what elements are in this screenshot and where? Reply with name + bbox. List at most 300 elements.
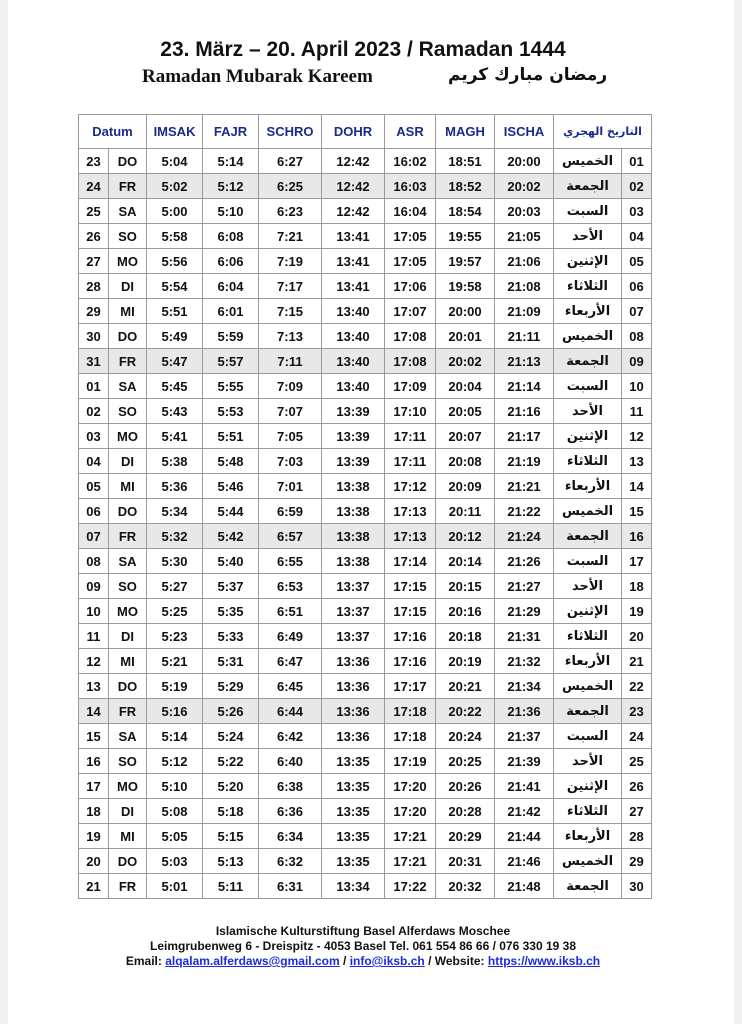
asr-time: 17:05: [385, 249, 436, 274]
weekday-arabic: السبت: [554, 374, 622, 399]
asr-time: 17:14: [385, 549, 436, 574]
ischa-time: 21:06: [495, 249, 554, 274]
ischa-time: 21:29: [495, 599, 554, 624]
imsak-time: 5:10: [147, 774, 203, 799]
dohr-time: 13:36: [322, 649, 385, 674]
table-row: [79, 524, 652, 549]
weekday-arabic: الأحد: [554, 749, 622, 774]
footer-organization: Islamische Kulturstiftung Basel Alferdaws Moschee: [215, 924, 511, 938]
hijri-day: 14: [622, 474, 652, 499]
day-number: 25: [79, 199, 109, 224]
day-number: 24: [79, 174, 109, 199]
weekday-arabic: الخميس: [554, 149, 622, 174]
asr-time: 17:10: [385, 399, 436, 424]
magh-time: 20:05: [436, 399, 495, 424]
asr-time: 16:02: [385, 149, 436, 174]
col-header-magh: MAGH: [436, 115, 495, 149]
ischa-time: 21:11: [495, 324, 554, 349]
asr-time: 17:21: [385, 849, 436, 874]
weekday-arabic: السبت: [554, 199, 622, 224]
asr-time: 17:07: [385, 299, 436, 324]
weekday: DI: [109, 799, 147, 824]
weekday-arabic: السبت: [554, 724, 622, 749]
dohr-time: 13:41: [322, 224, 385, 249]
weekday: MO: [109, 249, 147, 274]
weekday: MI: [109, 474, 147, 499]
ischa-time: 21:05: [495, 224, 554, 249]
hijri-day: 18: [622, 574, 652, 599]
separator: /: [343, 954, 347, 968]
ischa-time: 21:42: [495, 799, 554, 824]
schro-time: 6:25: [259, 174, 322, 199]
ischa-time: 21:46: [495, 849, 554, 874]
dohr-time: 13:35: [322, 774, 385, 799]
weekday: DO: [109, 849, 147, 874]
magh-time: 20:00: [436, 299, 495, 324]
weekday-arabic: الثلاثاء: [554, 449, 622, 474]
col-header-datum: Datum: [79, 115, 147, 149]
hijri-day: 19: [622, 599, 652, 624]
day-number: 30: [79, 324, 109, 349]
asr-time: 17:09: [385, 374, 436, 399]
table-body: [79, 149, 652, 899]
hijri-day: 01: [622, 149, 652, 174]
fajr-time: 5:53: [203, 399, 259, 424]
table-row: [79, 149, 652, 174]
dohr-time: 13:40: [322, 324, 385, 349]
weekday-arabic: الأحد: [554, 224, 622, 249]
day-number: 31: [79, 349, 109, 374]
hijri-day: 11: [622, 399, 652, 424]
fajr-time: 5:11: [203, 874, 259, 899]
weekday-arabic: الأحد: [554, 399, 622, 424]
asr-time: 17:06: [385, 274, 436, 299]
asr-time: 17:08: [385, 324, 436, 349]
table-row: [79, 224, 652, 249]
ischa-time: 21:13: [495, 349, 554, 374]
schro-time: 7:15: [259, 299, 322, 324]
table-row: [79, 549, 652, 574]
table-header-row: [79, 115, 652, 149]
fajr-time: 5:15: [203, 824, 259, 849]
hijri-day: 16: [622, 524, 652, 549]
day-number: 01: [79, 374, 109, 399]
table-row: [79, 424, 652, 449]
asr-time: 17:18: [385, 699, 436, 724]
website-link[interactable]: https://www.iksb.ch: [487, 954, 601, 968]
day-number: 07: [79, 524, 109, 549]
magh-time: 20:12: [436, 524, 495, 549]
dohr-time: 13:36: [322, 724, 385, 749]
hijri-day: 07: [622, 299, 652, 324]
day-number: 09: [79, 574, 109, 599]
dohr-time: 13:40: [322, 374, 385, 399]
table-row: [79, 474, 652, 499]
day-number: 12: [79, 649, 109, 674]
ischa-time: 21:44: [495, 824, 554, 849]
fajr-time: 5:51: [203, 424, 259, 449]
day-number: 05: [79, 474, 109, 499]
magh-time: 20:29: [436, 824, 495, 849]
imsak-time: 5:30: [147, 549, 203, 574]
magh-time: 20:04: [436, 374, 495, 399]
dohr-time: 13:40: [322, 349, 385, 374]
fajr-time: 5:59: [203, 324, 259, 349]
day-number: 10: [79, 599, 109, 624]
imsak-time: 5:34: [147, 499, 203, 524]
fajr-time: 5:20: [203, 774, 259, 799]
weekday-arabic: الثلاثاء: [554, 274, 622, 299]
ischa-time: 21:37: [495, 724, 554, 749]
magh-time: 20:26: [436, 774, 495, 799]
fajr-time: 5:18: [203, 799, 259, 824]
fajr-time: 5:24: [203, 724, 259, 749]
dohr-time: 13:41: [322, 274, 385, 299]
col-header-schro: SCHRO: [259, 115, 322, 149]
imsak-time: 5:00: [147, 199, 203, 224]
imsak-time: 5:14: [147, 724, 203, 749]
col-header-fajr: FAJR: [203, 115, 259, 149]
weekday: MO: [109, 424, 147, 449]
magh-time: 20:11: [436, 499, 495, 524]
weekday: FR: [109, 349, 147, 374]
day-number: 08: [79, 549, 109, 574]
hijri-day: 10: [622, 374, 652, 399]
magh-time: 19:58: [436, 274, 495, 299]
magh-time: 20:14: [436, 549, 495, 574]
imsak-time: 5:01: [147, 874, 203, 899]
imsak-time: 5:45: [147, 374, 203, 399]
prayer-times-table: [78, 114, 652, 899]
magh-time: 18:52: [436, 174, 495, 199]
footer-contact: [0, 954, 734, 968]
fajr-time: 5:12: [203, 174, 259, 199]
col-header-ischa: ISCHA: [495, 115, 554, 149]
schro-time: 7:21: [259, 224, 322, 249]
magh-time: 20:09: [436, 474, 495, 499]
day-number: 19: [79, 824, 109, 849]
fajr-time: 5:46: [203, 474, 259, 499]
magh-time: 20:02: [436, 349, 495, 374]
hijri-day: 22: [622, 674, 652, 699]
schro-time: 6:59: [259, 499, 322, 524]
asr-time: 16:03: [385, 174, 436, 199]
hijri-day: 05: [622, 249, 652, 274]
magh-time: 19:57: [436, 249, 495, 274]
schro-time: 6:40: [259, 749, 322, 774]
dohr-time: 13:35: [322, 799, 385, 824]
magh-time: 18:51: [436, 149, 495, 174]
fajr-time: 5:55: [203, 374, 259, 399]
email-link-alqalam[interactable]: alqalam.alferdaws@gmail.com: [165, 954, 340, 968]
fajr-time: 5:29: [203, 674, 259, 699]
weekday-arabic: الخميس: [554, 324, 622, 349]
weekday: SA: [109, 199, 147, 224]
magh-time: 20:21: [436, 674, 495, 699]
ischa-time: 21:24: [495, 524, 554, 549]
asr-time: 17:15: [385, 574, 436, 599]
day-number: 26: [79, 224, 109, 249]
table-row: [79, 374, 652, 399]
schro-time: 6:34: [259, 824, 322, 849]
dohr-time: 13:35: [322, 824, 385, 849]
dohr-time: 13:38: [322, 499, 385, 524]
ischa-time: 20:02: [495, 174, 554, 199]
fajr-time: 5:26: [203, 699, 259, 724]
schro-time: 7:05: [259, 424, 322, 449]
day-number: 06: [79, 499, 109, 524]
imsak-time: 5:03: [147, 849, 203, 874]
magh-time: 20:07: [436, 424, 495, 449]
imsak-time: 5:08: [147, 799, 203, 824]
dohr-time: 13:38: [322, 524, 385, 549]
imsak-time: 5:56: [147, 249, 203, 274]
weekday: DI: [109, 624, 147, 649]
hijri-day: 23: [622, 699, 652, 724]
table-row: [79, 324, 652, 349]
weekday: MI: [109, 649, 147, 674]
fajr-time: 5:44: [203, 499, 259, 524]
ischa-time: 21:19: [495, 449, 554, 474]
hijri-day: 24: [622, 724, 652, 749]
magh-time: 18:54: [436, 199, 495, 224]
fajr-time: 5:40: [203, 549, 259, 574]
table-row: [79, 574, 652, 599]
day-number: 23: [79, 149, 109, 174]
fajr-time: 6:04: [203, 274, 259, 299]
asr-time: 17:11: [385, 424, 436, 449]
weekday: DO: [109, 324, 147, 349]
schro-time: 6:47: [259, 649, 322, 674]
schro-time: 6:36: [259, 799, 322, 824]
asr-time: 17:22: [385, 874, 436, 899]
magh-time: 20:19: [436, 649, 495, 674]
imsak-time: 5:12: [147, 749, 203, 774]
day-number: 04: [79, 449, 109, 474]
schro-time: 7:13: [259, 324, 322, 349]
magh-time: 20:28: [436, 799, 495, 824]
weekday-arabic: الإثنين: [554, 249, 622, 274]
weekday-arabic: الإثنين: [554, 424, 622, 449]
day-number: 21: [79, 874, 109, 899]
fajr-time: 5:14: [203, 149, 259, 174]
email-label: Email:: [125, 954, 162, 968]
table-row: [79, 799, 652, 824]
weekday-arabic: الخميس: [554, 674, 622, 699]
weekday: SA: [109, 374, 147, 399]
imsak-time: 5:25: [147, 599, 203, 624]
schro-time: 6:32: [259, 849, 322, 874]
weekday: SO: [109, 224, 147, 249]
fajr-time: 6:01: [203, 299, 259, 324]
weekday-arabic: الخميس: [554, 499, 622, 524]
weekday-arabic: الإثنين: [554, 774, 622, 799]
weekday: DI: [109, 274, 147, 299]
ischa-time: 21:32: [495, 649, 554, 674]
asr-time: 17:05: [385, 224, 436, 249]
ischa-time: 21:39: [495, 749, 554, 774]
day-number: 02: [79, 399, 109, 424]
asr-time: 17:20: [385, 799, 436, 824]
day-number: 17: [79, 774, 109, 799]
schro-time: 7:03: [259, 449, 322, 474]
dohr-time: 12:42: [322, 174, 385, 199]
email-link-info[interactable]: info@iksb.ch: [349, 954, 425, 968]
weekday: SO: [109, 749, 147, 774]
imsak-time: 5:51: [147, 299, 203, 324]
imsak-time: 5:49: [147, 324, 203, 349]
fajr-time: 5:10: [203, 199, 259, 224]
weekday: MO: [109, 774, 147, 799]
day-number: 13: [79, 674, 109, 699]
dohr-time: 13:37: [322, 574, 385, 599]
asr-time: 17:17: [385, 674, 436, 699]
dohr-time: 13:35: [322, 749, 385, 774]
weekday: SO: [109, 574, 147, 599]
imsak-time: 5:32: [147, 524, 203, 549]
magh-time: 20:16: [436, 599, 495, 624]
imsak-time: 5:21: [147, 649, 203, 674]
magh-time: 20:25: [436, 749, 495, 774]
imsak-time: 5:36: [147, 474, 203, 499]
table-row: [79, 824, 652, 849]
dohr-time: 13:36: [322, 699, 385, 724]
magh-time: 20:24: [436, 724, 495, 749]
weekday-arabic: الجمعة: [554, 174, 622, 199]
asr-time: 17:15: [385, 599, 436, 624]
day-number: 16: [79, 749, 109, 774]
dohr-time: 13:38: [322, 474, 385, 499]
table-row: [79, 724, 652, 749]
dohr-time: 13:41: [322, 249, 385, 274]
schro-time: 6:55: [259, 549, 322, 574]
hijri-day: 15: [622, 499, 652, 524]
hijri-day: 21: [622, 649, 652, 674]
weekday-arabic: الخميس: [554, 849, 622, 874]
day-number: 15: [79, 724, 109, 749]
weekday: SA: [109, 724, 147, 749]
weekday-arabic: الثلاثاء: [554, 799, 622, 824]
imsak-time: 5:05: [147, 824, 203, 849]
asr-time: 17:19: [385, 749, 436, 774]
magh-time: 20:15: [436, 574, 495, 599]
asr-time: 17:21: [385, 824, 436, 849]
hijri-day: 09: [622, 349, 652, 374]
imsak-time: 5:02: [147, 174, 203, 199]
fajr-time: 5:35: [203, 599, 259, 624]
hijri-day: 26: [622, 774, 652, 799]
ischa-time: 21:34: [495, 674, 554, 699]
weekday: MI: [109, 299, 147, 324]
weekday-arabic: الأربعاء: [554, 474, 622, 499]
table-row: [79, 249, 652, 274]
hijri-day: 17: [622, 549, 652, 574]
day-number: 29: [79, 299, 109, 324]
imsak-time: 5:16: [147, 699, 203, 724]
asr-time: 17:13: [385, 524, 436, 549]
hijri-day: 25: [622, 749, 652, 774]
weekday-arabic: الثلاثاء: [554, 624, 622, 649]
ischa-time: 21:48: [495, 874, 554, 899]
fajr-time: 6:06: [203, 249, 259, 274]
table-row: [79, 274, 652, 299]
schro-time: 6:57: [259, 524, 322, 549]
table-row: [79, 399, 652, 424]
fajr-time: 5:31: [203, 649, 259, 674]
subtitle-english: Ramadan Mubarak Kareem: [142, 66, 373, 87]
col-header-dohr: DOHR: [322, 115, 385, 149]
footer-address: Leimgrubenweg 6 - Dreispitz - 4053 Basel Tel. 061 554 86 66 / 076 330 19 38: [149, 939, 576, 953]
website-label: / Website:: [428, 954, 485, 968]
imsak-time: 5:04: [147, 149, 203, 174]
hijri-day: 29: [622, 849, 652, 874]
asr-time: 17:11: [385, 449, 436, 474]
ischa-time: 21:36: [495, 699, 554, 724]
asr-time: 17:13: [385, 499, 436, 524]
weekday: MO: [109, 599, 147, 624]
imsak-time: 5:43: [147, 399, 203, 424]
dohr-time: 13:34: [322, 874, 385, 899]
weekday-arabic: الجمعة: [554, 699, 622, 724]
day-number: 14: [79, 699, 109, 724]
schro-time: 6:49: [259, 624, 322, 649]
weekday: DO: [109, 149, 147, 174]
ischa-time: 21:31: [495, 624, 554, 649]
dohr-time: 13:36: [322, 674, 385, 699]
imsak-time: 5:27: [147, 574, 203, 599]
hijri-day: 30: [622, 874, 652, 899]
asr-time: 17:08: [385, 349, 436, 374]
schro-time: 6:38: [259, 774, 322, 799]
dohr-time: 13:38: [322, 549, 385, 574]
hijri-day: 04: [622, 224, 652, 249]
ischa-time: 21:26: [495, 549, 554, 574]
fajr-time: 5:22: [203, 749, 259, 774]
dohr-time: 13:37: [322, 599, 385, 624]
schro-time: 6:42: [259, 724, 322, 749]
dohr-time: 13:39: [322, 424, 385, 449]
day-number: 03: [79, 424, 109, 449]
schro-time: 7:07: [259, 399, 322, 424]
ischa-time: 20:00: [495, 149, 554, 174]
weekday: DO: [109, 499, 147, 524]
schro-time: 6:27: [259, 149, 322, 174]
weekday: FR: [109, 524, 147, 549]
table-row: [79, 649, 652, 674]
dohr-time: 13:35: [322, 849, 385, 874]
table-row: [79, 874, 652, 899]
hijri-day: 27: [622, 799, 652, 824]
table-row: [79, 624, 652, 649]
schro-time: 7:09: [259, 374, 322, 399]
weekday-arabic: الجمعة: [554, 524, 622, 549]
dohr-time: 12:42: [322, 149, 385, 174]
ischa-time: 20:03: [495, 199, 554, 224]
hijri-day: 13: [622, 449, 652, 474]
table-row: [79, 174, 652, 199]
dohr-time: 13:39: [322, 399, 385, 424]
magh-time: 20:01: [436, 324, 495, 349]
magh-time: 20:32: [436, 874, 495, 899]
page-title: 23. März – 20. April 2023 / Ramadan 1444: [160, 38, 566, 61]
weekday-arabic: الأربعاء: [554, 649, 622, 674]
fajr-time: 5:48: [203, 449, 259, 474]
subtitle-arabic: رمضان مبارك كريم: [448, 65, 608, 85]
day-number: 20: [79, 849, 109, 874]
hijri-day: 08: [622, 324, 652, 349]
hijri-day: 12: [622, 424, 652, 449]
ischa-time: 21:08: [495, 274, 554, 299]
